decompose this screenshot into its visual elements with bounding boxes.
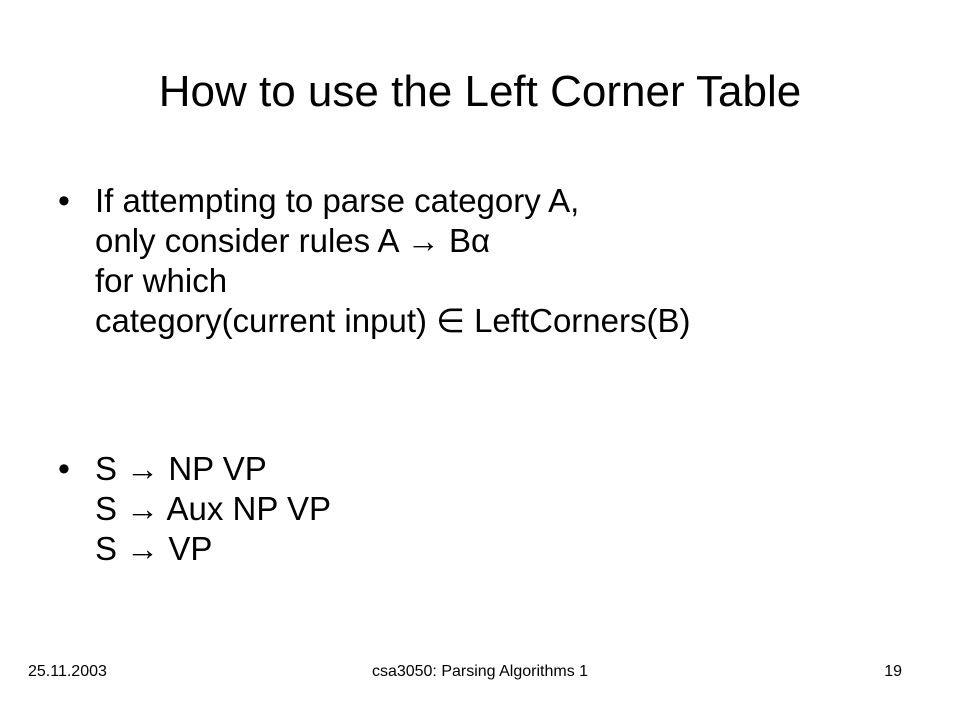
bullet-line: for which xyxy=(95,262,228,299)
grammar-rule: S → Aux NP VP xyxy=(95,490,331,527)
slide-title: How to use the Left Corner Table xyxy=(158,67,802,116)
bullet-line: category(current input) ∈ LeftCorners(B) xyxy=(95,302,691,339)
bullet-text xyxy=(95,181,690,341)
bullet-line: If attempting to parse category A, xyxy=(95,182,580,219)
bullet-dot: • xyxy=(58,450,70,488)
bullet-text xyxy=(95,449,331,569)
grammar-rule: S → NP VP xyxy=(95,450,267,487)
bullet-dot: • xyxy=(58,182,70,220)
bullet-line: only consider rules A → Bα xyxy=(95,222,491,259)
footer-date: 25.11.2003 xyxy=(28,663,107,680)
footer-page-number: 19 xyxy=(884,663,902,680)
footer-course: csa3050: Parsing Algorithms 1 xyxy=(371,663,589,680)
grammar-rule: S → VP xyxy=(95,530,213,567)
